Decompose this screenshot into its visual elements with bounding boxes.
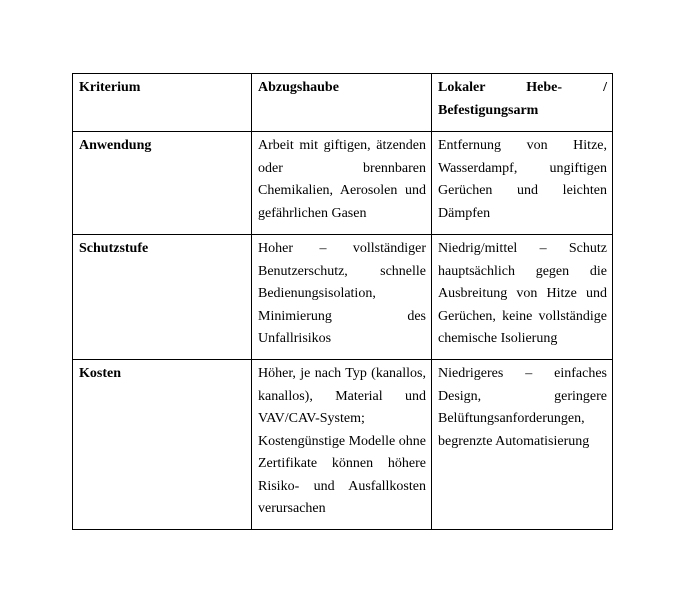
cell-arm-protection: Niedrig/mittel – Schutz hauptsächlich gegen die Ausbreitung von Hitze und Gerüchen, keine vollständige chemische Isolierung: [432, 235, 613, 360]
header-fume-hood: Abzugshaube: [252, 74, 432, 132]
cell-arm-costs: Niedrigeres – einfaches Design, geringere Belüftungsanforderungen, begrenzte Automatisierung: [432, 360, 613, 530]
cell-arm-application: Entfernung von Hitze, Wasserdampf, ungiftigen Gerüchen und leichten Dämpfen: [432, 132, 613, 235]
cell-hood-protection: Hoher – vollständiger Benutzerschutz, schnelle Bedienungsisolation, Minimierung des Unfallrisikos: [252, 235, 432, 360]
table-header-row: [73, 74, 613, 132]
cell-hood-costs: Höher, je nach Typ (kanallos, kanallos), Material und VAV/CAV-System; Kostengünstige Modelle ohne Zertifikate können höhere Risiko- und Ausfallkosten verursachen: [252, 360, 432, 530]
table-row: [73, 235, 613, 360]
table-row: [73, 360, 613, 530]
header-criterion: Kriterium: [73, 74, 252, 132]
row-label-protection: Schutzstufe: [73, 235, 252, 360]
comparison-table: [72, 73, 613, 530]
table-row: [73, 132, 613, 235]
row-label-costs: Kosten: [73, 360, 252, 530]
cell-hood-application: Arbeit mit giftigen, ätzenden oder brennbaren Chemikalien, Aerosolen und gefährlichen Gasen: [252, 132, 432, 235]
header-extraction-arm: Lokaler Hebe- / Befestigungsarm: [432, 74, 613, 132]
row-label-application: Anwendung: [73, 132, 252, 235]
